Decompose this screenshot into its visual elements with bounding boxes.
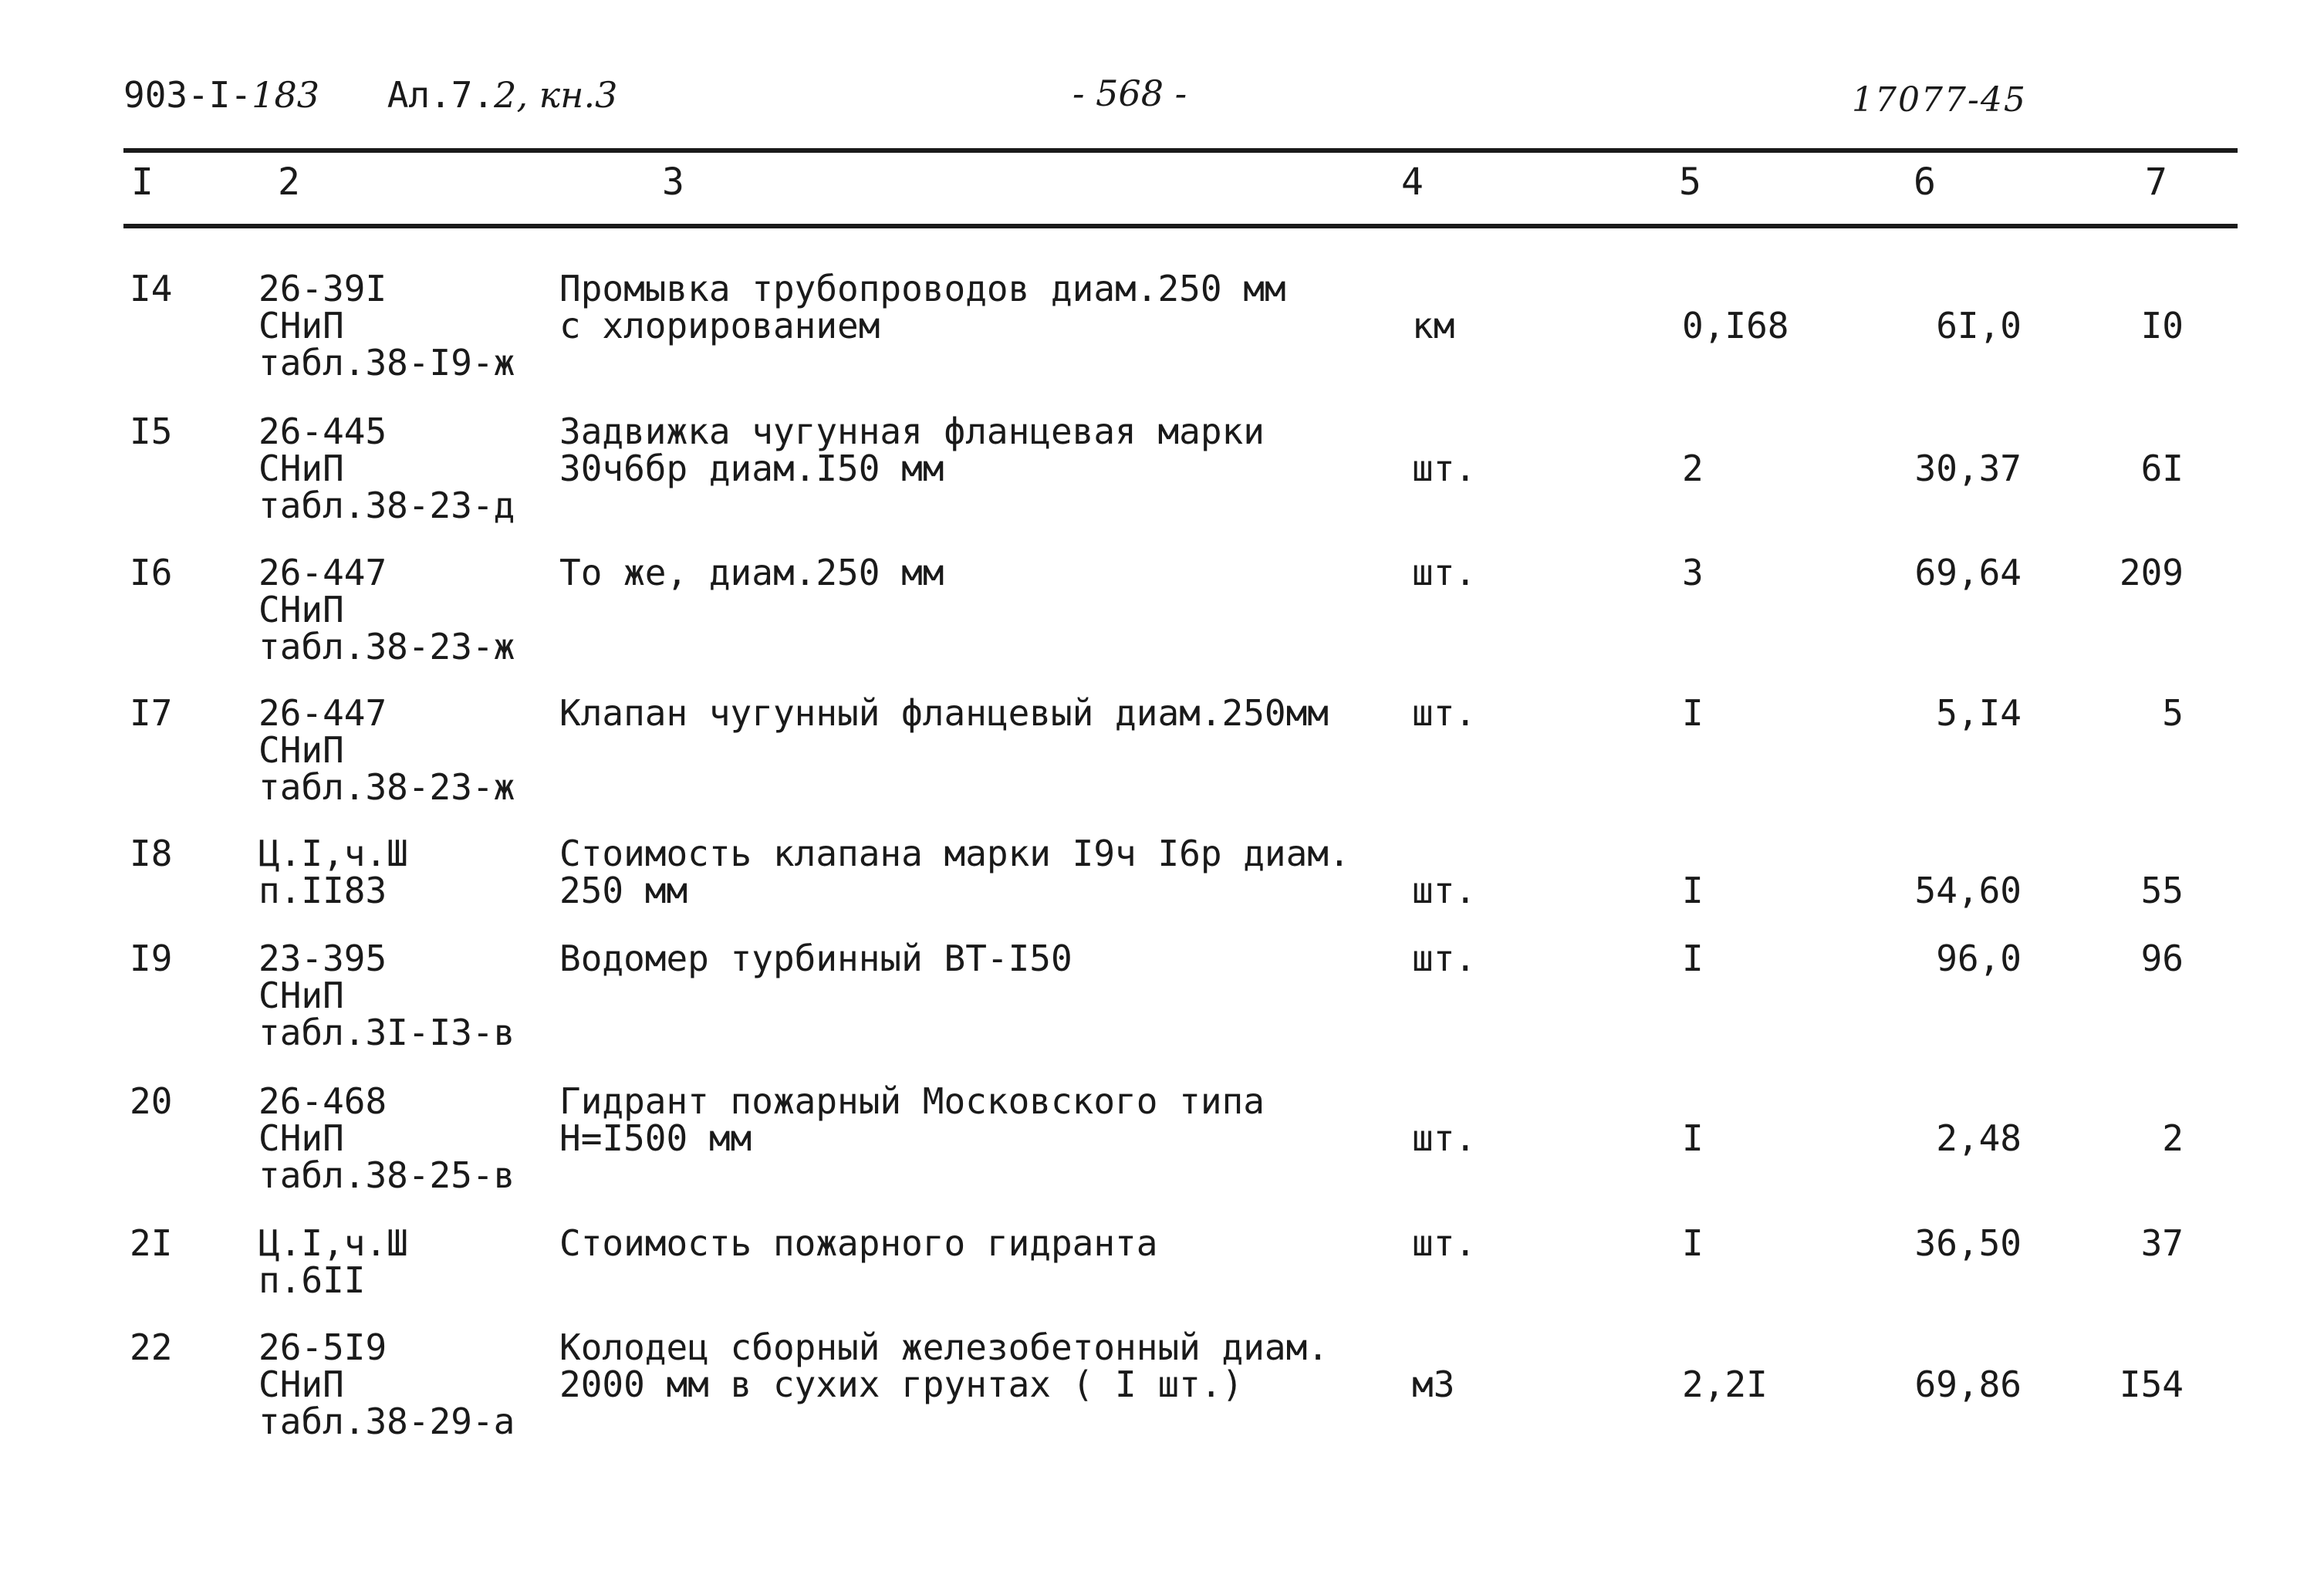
total-cost: I0 (2140, 305, 2184, 346)
row-number: I6 (130, 552, 173, 593)
table-top-rule (123, 148, 2238, 153)
row-number: 20 (130, 1080, 173, 1122)
norm-reference: 26-447 СНиП табл.38-23-ж (258, 692, 515, 808)
work-description: Водомер турбинный ВТ-I50 (559, 938, 1072, 979)
album-number-handwritten: 2, кн.3 (494, 74, 618, 116)
work-description: Колодец сборный железобетонный диам. 2000 мм в сухих грунтах ( I шт.) (559, 1326, 1329, 1405)
total-cost: 55 (2140, 870, 2184, 911)
norm-reference: 26-39I СНиП табл.38-I9-ж (258, 268, 515, 384)
norm-reference: 26-5I9 СНиП табл.38-29-а (258, 1326, 515, 1442)
quantity: I (1682, 1117, 1704, 1159)
series-number-handwritten: 183 (252, 74, 319, 116)
work-description: Стоимость клапана марки I9ч I6р диам. 250 мм (559, 833, 1350, 911)
total-cost: 2 (2162, 1117, 2184, 1159)
quantity: 2 (1682, 448, 1704, 489)
quantity: I (1682, 692, 1704, 734)
unit-price: 36,50 (1914, 1222, 2022, 1264)
document-cipher (123, 74, 618, 116)
unit-price: 2,48 (1936, 1117, 2022, 1159)
total-cost: 5 (2162, 692, 2184, 734)
row-number: I5 (130, 411, 173, 452)
work-description: То же, диам.250 мм (559, 552, 944, 593)
work-description: Клапан чугунный фланцевый диам.250мм (559, 692, 1329, 734)
row-number: I4 (130, 268, 173, 309)
row-number: 22 (130, 1326, 173, 1368)
total-cost: I54 (2119, 1364, 2184, 1405)
norm-reference: Ц.I,ч.Ш п.II83 (258, 833, 408, 911)
document-number: 17077-45 (1852, 80, 2027, 120)
series-number: 903-I- (123, 74, 252, 116)
row-number: I9 (130, 938, 173, 979)
total-cost: 6I (2140, 448, 2184, 489)
unit: м3 (1412, 1364, 1455, 1405)
unit-price: 69,64 (1914, 552, 2022, 593)
unit: шт. (1412, 448, 1477, 489)
unit: шт. (1412, 552, 1477, 593)
quantity: I (1682, 870, 1704, 911)
unit-price: 69,86 (1914, 1364, 2022, 1405)
column-header-1: I (131, 161, 154, 204)
column-header-5: 5 (1679, 161, 1701, 204)
total-cost: 209 (2119, 552, 2184, 593)
quantity: I (1682, 938, 1704, 979)
row-number: I8 (130, 833, 173, 874)
quantity: I (1682, 1222, 1704, 1264)
norm-reference: 23-395 СНиП табл.3I-I3-в (258, 938, 515, 1053)
norm-reference: 26-445 СНиП табл.38-23-д (258, 411, 515, 526)
column-header-4: 4 (1401, 161, 1424, 204)
unit: км (1412, 305, 1455, 346)
unit-price: 30,37 (1914, 448, 2022, 489)
norm-reference: Ц.I,ч.Ш п.6II (258, 1222, 408, 1301)
unit-price: 6I,0 (1936, 305, 2022, 346)
unit-price: 96,0 (1936, 938, 2022, 979)
unit: шт. (1412, 692, 1477, 734)
row-number: 2I (130, 1222, 173, 1264)
work-description: Промывка трубопроводов диам.250 мм с хлорированием (559, 268, 1286, 346)
unit-price: 54,60 (1914, 870, 2022, 911)
quantity: 2,2I (1682, 1364, 1768, 1405)
unit: шт. (1412, 870, 1477, 911)
quantity: 3 (1682, 552, 1704, 593)
page-number: - 568 - (1072, 73, 1187, 114)
unit: шт. (1412, 1117, 1477, 1159)
total-cost: 96 (2140, 938, 2184, 979)
column-header-2: 2 (278, 161, 300, 204)
work-description: Стоимость пожарного гидранта (559, 1222, 1158, 1264)
table-header-rule (123, 224, 2238, 228)
norm-reference: 26-468 СНиП табл.38-25-в (258, 1080, 515, 1196)
row-number: I7 (130, 692, 173, 734)
column-header-7: 7 (2145, 161, 2167, 204)
column-header-6: 6 (1914, 161, 1936, 204)
column-header-3: 3 (662, 161, 684, 204)
unit: шт. (1412, 1222, 1477, 1264)
work-description: Гидрант пожарный Московского типа Н=I500 мм (559, 1080, 1265, 1159)
unit: шт. (1412, 938, 1477, 979)
unit-price: 5,I4 (1936, 692, 2022, 734)
album-number: Ал.7. (387, 74, 495, 116)
norm-reference: 26-447 СНиП табл.38-23-ж (258, 552, 515, 667)
total-cost: 37 (2140, 1222, 2184, 1264)
quantity: 0,I68 (1682, 305, 1789, 346)
work-description: Задвижка чугунная фланцевая марки 30ч6бр диам.I50 мм (559, 411, 1265, 489)
